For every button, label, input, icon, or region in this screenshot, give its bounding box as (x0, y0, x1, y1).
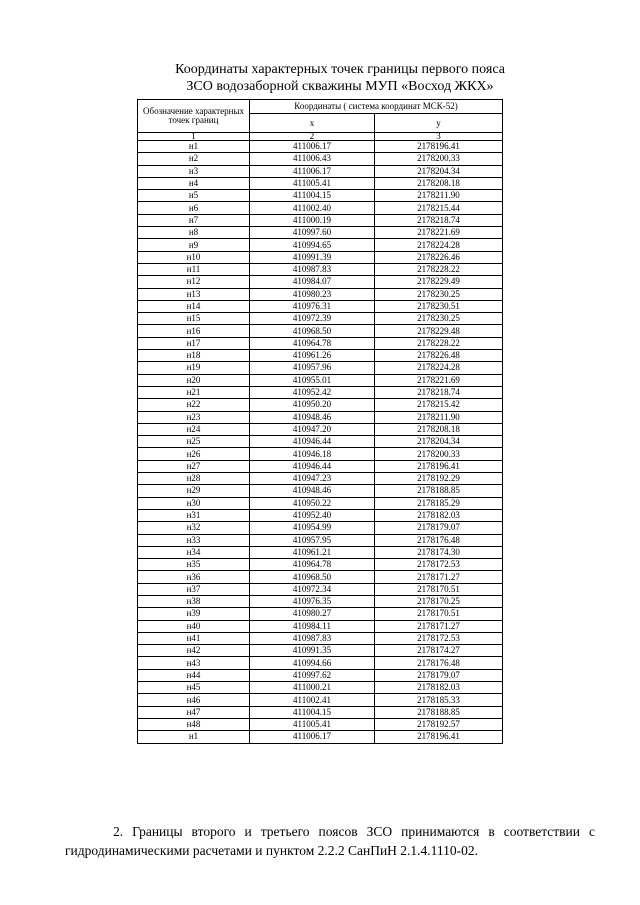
y-coordinate-cell: 2178228.22 (375, 263, 503, 275)
point-id-cell: н28 (138, 473, 250, 485)
table-row (138, 288, 503, 300)
y-coordinate-cell: 2178174.27 (375, 645, 503, 657)
x-coordinate-cell: 410952.40 (250, 509, 375, 521)
paragraph-zones-2-3 (65, 822, 595, 860)
x-coordinate-cell: 410976.31 (250, 300, 375, 312)
table-row (138, 399, 503, 411)
x-coordinate-cell: 410987.83 (250, 632, 375, 644)
y-coordinate-cell: 2178192.29 (375, 473, 503, 485)
point-id-cell: н37 (138, 583, 250, 595)
x-coordinate-cell: 411002.41 (250, 694, 375, 706)
x-coordinate-cell: 410946.44 (250, 436, 375, 448)
table-row (138, 706, 503, 718)
point-id-cell: н39 (138, 608, 250, 620)
y-coordinate-cell: 2178185.29 (375, 497, 503, 509)
x-coordinate-cell: 410994.66 (250, 657, 375, 669)
x-coordinate-cell: 411006.43 (250, 153, 375, 165)
y-coordinate-cell: 2178196.41 (375, 731, 503, 743)
y-coordinate-cell: 2178228.22 (375, 337, 503, 349)
table-row (138, 669, 503, 681)
point-id-cell: н1 (138, 731, 250, 743)
point-id-cell: н33 (138, 534, 250, 546)
point-id-cell: н41 (138, 632, 250, 644)
x-coordinate-cell: 411004.15 (250, 706, 375, 718)
table-row (138, 214, 503, 226)
point-id-cell: н48 (138, 718, 250, 730)
y-coordinate-cell: 2178185.33 (375, 694, 503, 706)
y-coordinate-cell: 2178172.53 (375, 632, 503, 644)
x-coordinate-cell: 410984.07 (250, 276, 375, 288)
point-id-cell: н47 (138, 706, 250, 718)
table-row (138, 731, 503, 743)
y-coordinate-cell: 2178182.03 (375, 682, 503, 694)
x-coordinate-cell: 411005.41 (250, 177, 375, 189)
table-row (138, 509, 503, 521)
point-id-cell: н2 (138, 153, 250, 165)
coordinates-system-header: Координаты ( система координат МСК-52) (250, 100, 503, 114)
point-id-cell: н5 (138, 190, 250, 202)
title-line-2: ЗСО водозаборной скважины МУП «Восход ЖКХ» (186, 79, 494, 94)
table-row (138, 153, 503, 165)
table-row (138, 718, 503, 730)
table-row (138, 682, 503, 694)
point-id-cell: н25 (138, 436, 250, 448)
x-coordinate-cell: 410946.18 (250, 448, 375, 460)
point-id-cell: н31 (138, 509, 250, 521)
x-coordinate-cell: 410950.20 (250, 399, 375, 411)
x-coordinate-cell: 410987.83 (250, 263, 375, 275)
point-id-cell: н24 (138, 423, 250, 435)
x-coordinate-cell: 411000.19 (250, 214, 375, 226)
table-row (138, 571, 503, 583)
table-row (138, 608, 503, 620)
point-id-cell: н45 (138, 682, 250, 694)
x-coordinate-cell: 411004.15 (250, 190, 375, 202)
x-coordinate-cell: 411005.41 (250, 718, 375, 730)
y-coordinate-cell: 2178204.34 (375, 436, 503, 448)
table-row (138, 386, 503, 398)
point-id-cell: н35 (138, 559, 250, 571)
y-coordinate-cell: 2178196.41 (375, 460, 503, 472)
table-row (138, 165, 503, 177)
point-id-cell: н44 (138, 669, 250, 681)
table-row (138, 239, 503, 251)
point-id-cell: н9 (138, 239, 250, 251)
y-coordinate-cell: 2178226.46 (375, 251, 503, 263)
x-coordinate-cell: 410948.46 (250, 485, 375, 497)
x-coordinate-cell: 410997.62 (250, 669, 375, 681)
x-coordinate-cell: 410972.34 (250, 583, 375, 595)
table-row (138, 337, 503, 349)
y-coordinate-cell: 2178172.53 (375, 559, 503, 571)
table-row (138, 522, 503, 534)
y-coordinate-cell: 2178230.51 (375, 300, 503, 312)
y-coordinate-cell: 2178171.27 (375, 620, 503, 632)
point-id-cell: н21 (138, 386, 250, 398)
x-coordinate-cell: 410948.46 (250, 411, 375, 423)
point-id-cell: н6 (138, 202, 250, 214)
table-row (138, 657, 503, 669)
x-coordinate-cell: 410957.96 (250, 362, 375, 374)
point-id-cell: н20 (138, 374, 250, 386)
table-row (138, 595, 503, 607)
y-coordinate-cell: 2178221.69 (375, 227, 503, 239)
x-coordinate-cell: 410947.20 (250, 423, 375, 435)
y-coordinate-cell: 2178208.18 (375, 177, 503, 189)
table-row (138, 177, 503, 189)
table-row (138, 190, 503, 202)
x-coordinate-cell: 410968.50 (250, 325, 375, 337)
y-coordinate-cell: 2178192.57 (375, 718, 503, 730)
x-coordinate-cell: 410984.11 (250, 620, 375, 632)
table-row (138, 423, 503, 435)
x-coordinate-cell: 410947.23 (250, 473, 375, 485)
y-coordinate-cell: 2178229.49 (375, 276, 503, 288)
y-coordinate-cell: 2178211.90 (375, 190, 503, 202)
coordinates-table (137, 99, 503, 744)
y-coordinate-cell: 2178224.28 (375, 362, 503, 374)
point-id-cell: н42 (138, 645, 250, 657)
y-coordinate-cell: 2178204.34 (375, 165, 503, 177)
table-row (138, 694, 503, 706)
y-coordinate-cell: 2178170.51 (375, 583, 503, 595)
point-id-cell: н15 (138, 313, 250, 325)
y-coordinate-cell: 2178218.74 (375, 214, 503, 226)
point-id-cell: н1 (138, 141, 250, 153)
x-coordinate-cell: 410976.35 (250, 595, 375, 607)
x-coordinate-cell: 410964.78 (250, 337, 375, 349)
x-coordinate-cell: 410950.22 (250, 497, 375, 509)
table-row (138, 141, 503, 153)
point-id-cell: н43 (138, 657, 250, 669)
point-id-cell: н40 (138, 620, 250, 632)
table-row (138, 620, 503, 632)
table-row (138, 559, 503, 571)
x-coordinate-cell: 410972.39 (250, 313, 375, 325)
y-coordinate-cell: 2178224.28 (375, 239, 503, 251)
y-coordinate-cell: 2178229.48 (375, 325, 503, 337)
point-id-cell: н12 (138, 276, 250, 288)
table-row (138, 546, 503, 558)
x-coordinate-cell: 410954.99 (250, 522, 375, 534)
x-coordinate-cell: 410946.44 (250, 460, 375, 472)
table-row (138, 263, 503, 275)
y-coordinate-cell: 2178200.33 (375, 153, 503, 165)
x-coordinate-cell: 410997.60 (250, 227, 375, 239)
point-id-cell: н32 (138, 522, 250, 534)
table-row (138, 411, 503, 423)
table-row (138, 583, 503, 595)
y-coordinate-cell: 2178182.03 (375, 509, 503, 521)
table-row (138, 276, 503, 288)
y-coordinate-cell: 2178171.27 (375, 571, 503, 583)
x-coordinate-cell: 410968.50 (250, 571, 375, 583)
point-id-cell: н18 (138, 350, 250, 362)
x-coordinate-cell: 411006.17 (250, 165, 375, 177)
y-coordinate-cell: 2178188.85 (375, 706, 503, 718)
x-coordinate-cell: 410980.23 (250, 288, 375, 300)
paragraph-text: 2. Границы второго и третьего поясов ЗСО принимаются в соответствии с гидродинамическими расчетами и пунктом 2.2.2 СанПиН 2.1.4.1110-02. (65, 824, 595, 858)
point-id-cell: н22 (138, 399, 250, 411)
point-id-cell: н4 (138, 177, 250, 189)
table-row (138, 300, 503, 312)
table-row (138, 497, 503, 509)
y-coordinate-cell: 2178196.41 (375, 141, 503, 153)
y-coordinate-cell: 2178211.90 (375, 411, 503, 423)
table-row (138, 473, 503, 485)
table-row (138, 202, 503, 214)
point-id-cell: н7 (138, 214, 250, 226)
point-id-cell: н30 (138, 497, 250, 509)
x-coordinate-cell: 411006.17 (250, 731, 375, 743)
point-id-cell: н26 (138, 448, 250, 460)
table-row (138, 460, 503, 472)
point-id-cell: н46 (138, 694, 250, 706)
x-coordinate-cell: 410991.39 (250, 251, 375, 263)
column-number: 2 (250, 133, 375, 141)
x-coordinate-cell: 411000.21 (250, 682, 375, 694)
y-coordinate-cell: 2178230.25 (375, 288, 503, 300)
x-coordinate-cell: 410994.65 (250, 239, 375, 251)
table-row (138, 313, 503, 325)
y-coordinate-cell: 2178208.18 (375, 423, 503, 435)
x-coordinate-cell: 410952.42 (250, 386, 375, 398)
y-coordinate-cell: 2178200.33 (375, 448, 503, 460)
point-id-cell: н11 (138, 263, 250, 275)
x-coordinate-cell: 411002.40 (250, 202, 375, 214)
point-id-cell: н8 (138, 227, 250, 239)
table-row (138, 251, 503, 263)
x-header: x (250, 114, 375, 133)
y-coordinate-cell: 2178170.51 (375, 608, 503, 620)
table-row (138, 632, 503, 644)
point-id-cell: н23 (138, 411, 250, 423)
y-header: y (375, 114, 503, 133)
y-coordinate-cell: 2178230.25 (375, 313, 503, 325)
point-id-cell: н27 (138, 460, 250, 472)
column-number: 1 (138, 133, 250, 141)
table-row (138, 485, 503, 497)
point-id-cell: н10 (138, 251, 250, 263)
x-coordinate-cell: 410964.78 (250, 559, 375, 571)
y-coordinate-cell: 2178179.07 (375, 522, 503, 534)
y-coordinate-cell: 2178188.85 (375, 485, 503, 497)
point-id-cell: н3 (138, 165, 250, 177)
table-row (138, 362, 503, 374)
table-row (138, 227, 503, 239)
point-id-cell: н36 (138, 571, 250, 583)
y-coordinate-cell: 2178176.48 (375, 534, 503, 546)
title-line-1: Координаты характерных точек границы первого пояса (175, 62, 505, 77)
y-coordinate-cell: 2178221.69 (375, 374, 503, 386)
x-coordinate-cell: 410961.21 (250, 546, 375, 558)
table-row (138, 374, 503, 386)
point-designation-header: Обозначение характерных точек границ (138, 100, 250, 133)
x-coordinate-cell: 410957.95 (250, 534, 375, 546)
y-coordinate-cell: 2178215.42 (375, 399, 503, 411)
x-coordinate-cell: 410961.26 (250, 350, 375, 362)
column-number: 3 (375, 133, 503, 141)
x-coordinate-cell: 410991.35 (250, 645, 375, 657)
y-coordinate-cell: 2178226.48 (375, 350, 503, 362)
point-id-cell: н34 (138, 546, 250, 558)
y-coordinate-cell: 2178215.44 (375, 202, 503, 214)
table-row (138, 436, 503, 448)
y-coordinate-cell: 2178218.74 (375, 386, 503, 398)
y-coordinate-cell: 2178174.30 (375, 546, 503, 558)
table-row (138, 645, 503, 657)
table-row (138, 325, 503, 337)
point-id-cell: н17 (138, 337, 250, 349)
point-id-cell: н16 (138, 325, 250, 337)
y-coordinate-cell: 2178179.07 (375, 669, 503, 681)
y-coordinate-cell: 2178176.48 (375, 657, 503, 669)
x-coordinate-cell: 410955.01 (250, 374, 375, 386)
point-id-cell: н13 (138, 288, 250, 300)
table-row (138, 534, 503, 546)
point-id-cell: н14 (138, 300, 250, 312)
point-id-cell: н19 (138, 362, 250, 374)
point-id-cell: н29 (138, 485, 250, 497)
table-row (138, 350, 503, 362)
x-coordinate-cell: 410980.27 (250, 608, 375, 620)
table-row (138, 448, 503, 460)
point-id-cell: н38 (138, 595, 250, 607)
y-coordinate-cell: 2178170.25 (375, 595, 503, 607)
x-coordinate-cell: 411006.17 (250, 141, 375, 153)
